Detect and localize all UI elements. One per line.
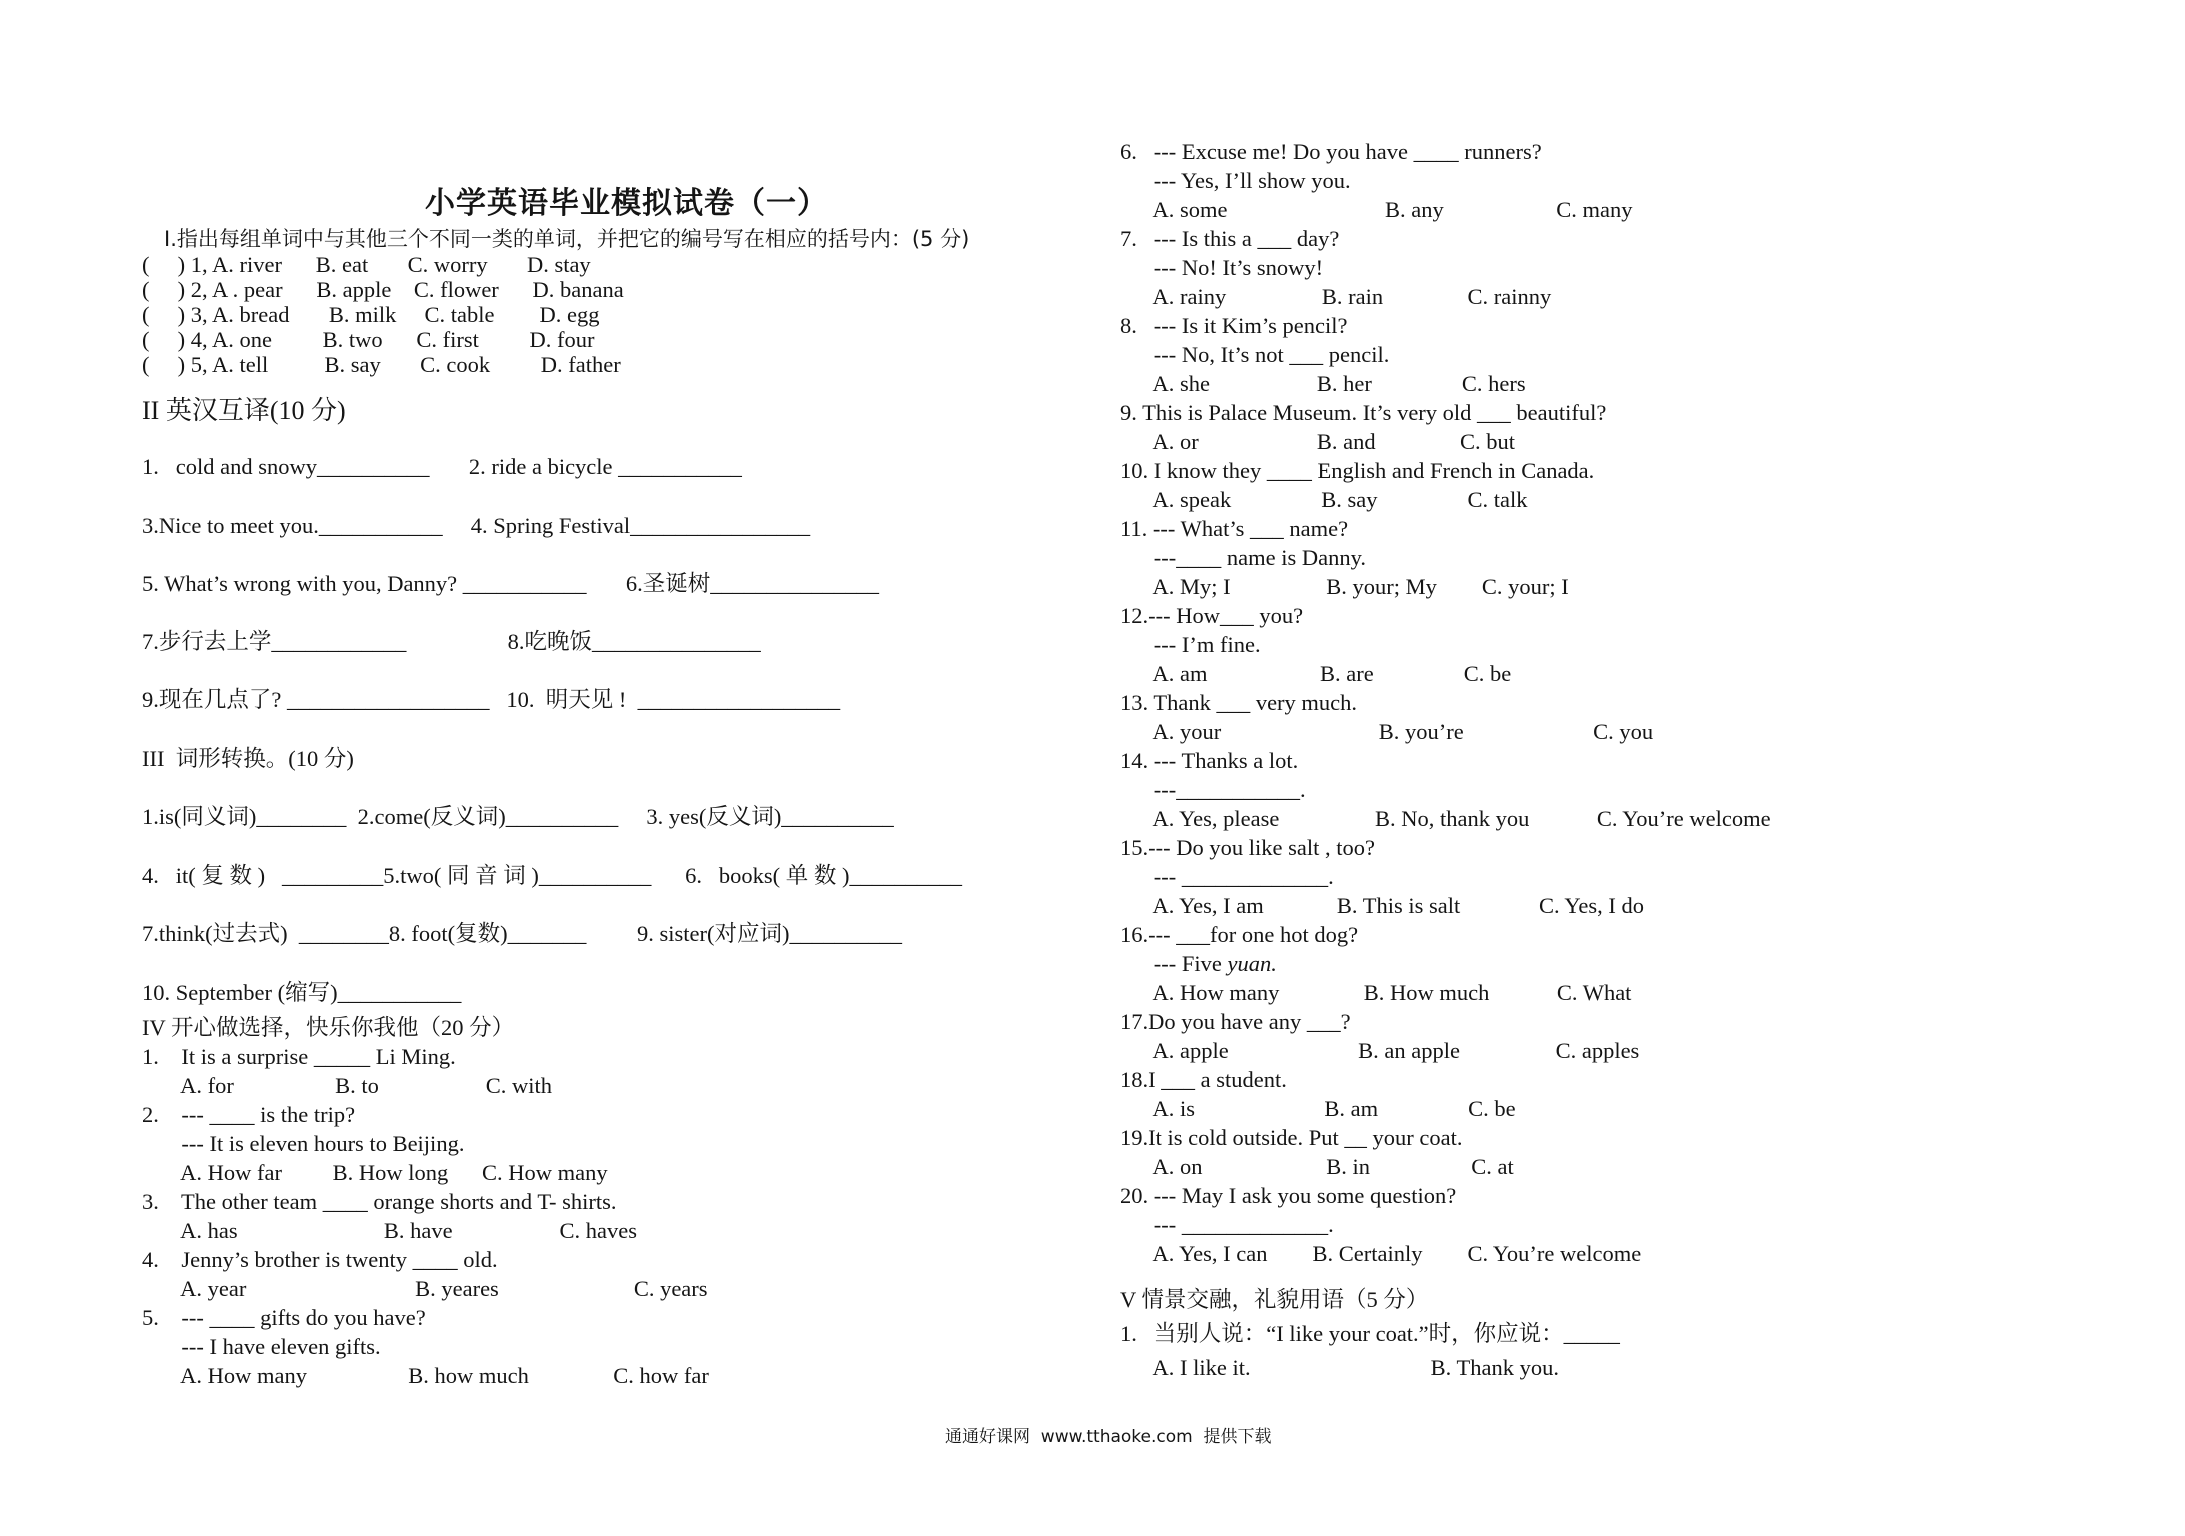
right-line: --- _____________. (1120, 1212, 1334, 1237)
left-line: II 英汉互译(10 分) (142, 396, 346, 425)
right-line: --- _____________. (1120, 864, 1334, 889)
left-line: 10. September (缩写)___________ (142, 980, 462, 1005)
right-line: 10. I know they ____ English and French in Canada. (1120, 458, 1595, 483)
right-line: 19.It is cold outside. Put __ your coat. (1120, 1125, 1463, 1150)
right-line: A. rainy B. rain C. rainny (1120, 284, 1552, 309)
right-line: A. speak B. say C. talk (1120, 487, 1528, 512)
left-line: 5. --- ____ gifts do you have? (142, 1305, 426, 1330)
right-line: A. I like it. B. Thank you. (1120, 1355, 1559, 1380)
left-line: --- I have eleven gifts. (142, 1334, 381, 1359)
left-line: 3.Nice to meet you.___________ 4. Spring Festival________________ (142, 513, 811, 538)
right-line: A. Yes, I am B. This is salt C. Yes, I do (1120, 893, 1645, 918)
left-line: A. year B. yeares C. years (142, 1276, 708, 1301)
right-line: A. your B. you’re C. you (1120, 719, 1654, 744)
right-line: 7. --- Is this a ___ day? (1120, 226, 1340, 251)
right-line: 6. --- Excuse me! Do you have ____ runners? (1120, 139, 1542, 164)
right-line: A. some B. any C. many (1120, 197, 1633, 222)
right-line: 20. --- May I ask you some question? (1120, 1183, 1457, 1208)
left-line: --- It is eleven hours to Beijing. (142, 1131, 465, 1156)
right-line: 13. Thank ___ very much. (1120, 690, 1358, 715)
left-line: 2. --- ____ is the trip? (142, 1102, 356, 1127)
right-line: A. My; I B. your; My C. your; I (1120, 574, 1569, 599)
left-line: ( ) 4, A. one B. two C. first D. four (142, 327, 595, 352)
right-line: 11. --- What’s ___ name? (1120, 516, 1349, 541)
left-line: 3. The other team ____ orange shorts and T- shirts. (142, 1189, 617, 1214)
right-line: A. Yes, please B. No, thank you C. You’re welcome (1120, 806, 1771, 831)
italic-word: yuan. (1227, 951, 1277, 976)
right-line: 8. --- Is it Kim’s pencil? (1120, 313, 1348, 338)
right-line: 14. --- Thanks a lot. (1120, 748, 1299, 773)
left-line: IV 开心做选择，快乐你我他（20 分） (142, 1015, 515, 1040)
left-line: ( ) 3, A. bread B. milk C. table D. egg (142, 302, 600, 327)
left-line: A. for B. to C. with (142, 1073, 553, 1098)
right-line: 15.--- Do you like salt , too? (1120, 835, 1375, 860)
left-line: III 词形转换。(10 分) (142, 746, 354, 771)
left-line: 4. it( 复 数 ) _________5.two( 同 音 词 )__________ 6. books( 单 数 )__________ (142, 863, 962, 888)
right-line: --- Yes, I’ll show you. (1120, 168, 1351, 193)
right-line: A. on B. in C. at (1120, 1154, 1514, 1179)
right-line: 17.Do you have any ___? (1120, 1009, 1351, 1034)
right-line: --- I’m fine. (1120, 632, 1261, 657)
right-line: A. is B. am C. be (1120, 1096, 1516, 1121)
right-line: 12.--- How___ you? (1120, 603, 1304, 628)
left-line: 9.现在几点了? __________________ 10. 明天见 ! __________________ (142, 687, 841, 712)
right-line: --- No! It’s snowy! (1120, 255, 1324, 280)
left-line: ( ) 1, A. river B. eat C. worry D. stay (142, 252, 591, 277)
left-line: 1.is(同义词)________ 2.come(反义词)__________ 3. yes(反义词)__________ (142, 804, 894, 829)
right-line: A. How many B. How much C. What (1120, 980, 1632, 1005)
left-line: 7.步行去上学____________ 8.吃晚饭_______________ (142, 629, 761, 654)
left-line: 5. What’s wrong with you, Danny? ___________ 6.圣诞树_______________ (142, 571, 880, 596)
right-line: 18.I ___ a student. (1120, 1067, 1287, 1092)
right-line: ---____ name is Danny. (1120, 545, 1366, 570)
footer-source: 通通好课网 www.tthaoke.com 提供下载 (945, 1427, 1272, 1447)
left-line: 4. Jenny’s brother is twenty ____ old. (142, 1247, 498, 1272)
right-line: --- Five yuan. (1120, 951, 1277, 976)
left-line: ( ) 2, A . pear B. apple C. flower D. banana (142, 277, 624, 302)
right-line: A. am B. are C. be (1120, 661, 1512, 686)
left-line: ( ) 5, A. tell B. say C. cook D. father (142, 352, 621, 377)
left-line: A. has B. have C. haves (142, 1218, 637, 1243)
left-line: A. How many B. how much C. how far (142, 1363, 709, 1388)
left-line: I.指出每组单词中与其他三个不同一类的单词，并把它的编号写在相应的括号内：(5 分) (164, 227, 970, 251)
right-line: 1. 当别人说：“I like your coat.”时，你应说：_____ (1120, 1321, 1620, 1346)
left-line: A. How far B. How long C. How many (142, 1160, 608, 1185)
right-line: 9. This is Palace Museum. It’s very old ___ beautiful? (1120, 400, 1607, 425)
exam-title: 小学英语毕业模拟试卷（一） (425, 186, 828, 221)
right-line: V 情景交融，礼貌用语（5 分） (1120, 1287, 1429, 1312)
left-line: 1. cold and snowy__________ 2. ride a bicycle ___________ (142, 454, 742, 479)
right-line: A. or B. and C. but (1120, 429, 1516, 454)
right-line: A. apple B. an apple C. apples (1120, 1038, 1640, 1063)
right-line: 16.--- ___for one hot dog? (1120, 922, 1359, 947)
right-line: A. she B. her C. hers (1120, 371, 1526, 396)
left-line: 7.think(过去式) ________8. foot(复数)_______ 9. sister(对应词)__________ (142, 921, 902, 946)
left-line: 1. It is a surprise _____ Li Ming. (142, 1044, 456, 1069)
right-line: ---___________. (1120, 777, 1306, 802)
right-line: A. Yes, I can B. Certainly C. You’re welcome (1120, 1241, 1642, 1266)
right-line: --- No, It’s not ___ pencil. (1120, 342, 1390, 367)
